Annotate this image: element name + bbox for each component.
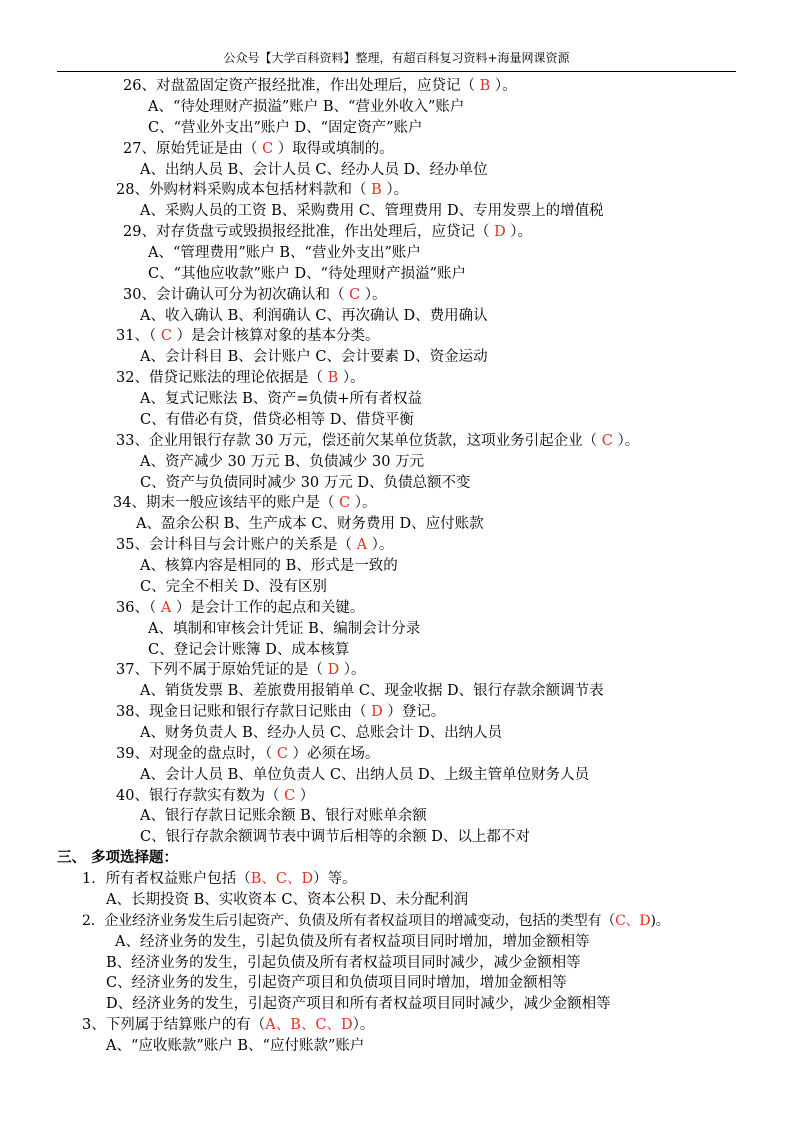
question-28: 28、外购材料采购成本包括材料款和（ B ）。 [116, 182, 409, 198]
options-34: A、盈余公积 B、生产成本 C、财务费用 D、应付账款 [136, 516, 484, 532]
multi-option-2b: B、经济业务的发生，引起负债及所有者权益项目同时减少，减少金额相等 [106, 955, 581, 971]
answer-mark: C [339, 495, 351, 511]
question-32: 32、借贷记账法的理论依据是（ B ）。 [116, 370, 365, 386]
answer-mark: B、C、D [250, 871, 314, 887]
answer-mark: B [479, 78, 491, 94]
options-40-ab: A、银行存款日记账余额 B、银行对账单余额 [140, 808, 427, 824]
multi-option-2d: D、经济业务的发生，引起资产项目和所有者权益项目同时减少，减少金额相等 [106, 996, 611, 1012]
question-34: 34、期末一般应该结平的账户是（ C ）。 [113, 495, 377, 511]
options-40-cd: C、银行存款余额调节表中调节后相等的余额 D、以上都不对 [140, 829, 530, 845]
answer-mark: D [371, 704, 383, 720]
options-31: A、会计科目 B、会计账户 C、会计要素 D、资金运动 [140, 349, 488, 365]
options-26-ab: A、“待处理财产损溢”账户 B、“营业外收入”账户 [148, 99, 465, 115]
options-39: A、会计人员 B、单位负责人 C、出纳人员 D、上级主管单位财务人员 [140, 767, 590, 783]
multi-option-2c: C、经济业务的发生，引起资产项目和负债项目同时增加，增加金额相等 [106, 975, 567, 991]
multi-question-2: 2．企业经济业务发生后引起资产、负债及所有者权益项目的增减变动，包括的类型有（C、D)。 [82, 913, 670, 929]
question-30: 30、会计确认可分为初次确认和（ C ）。 [123, 287, 387, 303]
page-header: 公众号【大学百科资料】整理，有超百科复习资料+海量网课资源 [223, 51, 570, 65]
options-27: A、出纳人员 B、会计人员 C、经办人员 D、经办单位 [140, 162, 488, 178]
answer-mark: A [160, 600, 172, 616]
options-33-ab: A、资产减少 30 万元 B、负债减少 30 万元 [140, 454, 425, 470]
question-36: 36、（ A ）是会计工作的起点和关键。 [116, 600, 365, 616]
question-33: 33、企业用银行存款 30 万元，偿还前欠某单位货款，这项业务引起企业（ C ）。 [116, 433, 640, 449]
answer-mark: C [284, 788, 296, 804]
answer-mark: B [371, 182, 382, 198]
answer-mark: C、D [615, 913, 651, 929]
answer-mark: C [262, 141, 274, 157]
answer-mark: C [349, 287, 361, 303]
options-35-ab: A、核算内容是相同的 B、形式是一致的 [140, 558, 398, 574]
question-29: 29、对存货盘亏或毁损报经批准，作出处理后，应贷记（ D ）。 [123, 224, 533, 240]
options-38: A、财务负责人 B、经办人员 C、总账会计 D、出纳人员 [140, 725, 503, 741]
question-39: 39、对现金的盘点时，（ C ）必须在场。 [116, 746, 380, 762]
options-26-cd: C、“营业外支出”账户 D、“固定资产”账户 [148, 120, 423, 136]
options-29-ab: A、“管理费用”账户 B、“营业外支出”账户 [148, 245, 421, 261]
multi-option-2a: A、经济业务的发生，引起负债及所有者权益项目同时增加，增加金额相等 [115, 934, 590, 950]
question-35: 35、会计科目与会计账户的关系是（ A ）。 [116, 537, 394, 553]
answer-mark: D [327, 662, 340, 678]
multi-question-3: 3、下列属于结算账户的有（A、B、C、D）。 [82, 1017, 375, 1033]
answer-mark: D [494, 224, 506, 240]
answer-mark: B [327, 370, 339, 386]
answer-mark: C [601, 433, 613, 449]
multi-question-1: 1．所有者权益账户包括（B、C、D）等。 [82, 871, 357, 887]
options-30: A、收入确认 B、利润确认 C、再次确认 D、费用确认 [140, 308, 488, 324]
section-heading-3: 三、 多项选择题： [57, 849, 179, 866]
question-26: 26、对盘盈固定资产报经批准，作出处理后，应贷记（ B ）。 [123, 78, 517, 94]
options-35-cd: C、完全不相关 D、没有区别 [140, 579, 327, 595]
answer-mark: C [160, 328, 172, 344]
header-rule [57, 71, 736, 72]
options-33-cd: C、资产与负债同时减少 30 万元 D、负债总额不变 [140, 475, 471, 491]
answer-mark: A [356, 537, 368, 553]
question-27: 27、原始凭证是由（ C ）取得或填制的。 [123, 141, 394, 157]
options-32-ab: A、复式记账法 B、资产=负债+所有者权益 [140, 391, 423, 407]
question-31: 31、（ C ）是会计核算对象的基本分类。 [116, 328, 380, 344]
question-37: 37、下列不属于原始凭证的是（ D ）。 [116, 662, 366, 678]
question-38: 38、现金日记账和银行存款日记账由（ D ）登记。 [116, 704, 446, 720]
multi-options-3: A、“应收账款”账户 B、“应付账款”账户 [106, 1038, 365, 1054]
options-37: A、销货发票 B、差旅费用报销单 C、现金收据 D、银行存款余额调节表 [140, 683, 604, 699]
answer-mark: C [276, 746, 288, 762]
answer-mark: A、B、C、D [265, 1017, 353, 1033]
options-32-cd: C、有借必有贷，借贷必相等 D、借贷平衡 [140, 412, 414, 428]
options-28: A、采购人员的工资 B、采购费用 C、管理费用 D、专用发票上的增值税 [140, 203, 604, 219]
question-40: 40、银行存款实有数为（ C ） [116, 788, 315, 804]
options-36-cd: C、登记会计账簿 D、成本核算 [148, 642, 350, 658]
multi-options-1: A、长期投资 B、实收资本 C、资本公积 D、未分配利润 [106, 892, 469, 908]
options-36-ab: A、填制和审核会计凭证 B、编制会计分录 [148, 621, 421, 637]
options-29-cd: C、“其他应收款”账户 D、“待处理财产损溢”账户 [148, 266, 466, 282]
